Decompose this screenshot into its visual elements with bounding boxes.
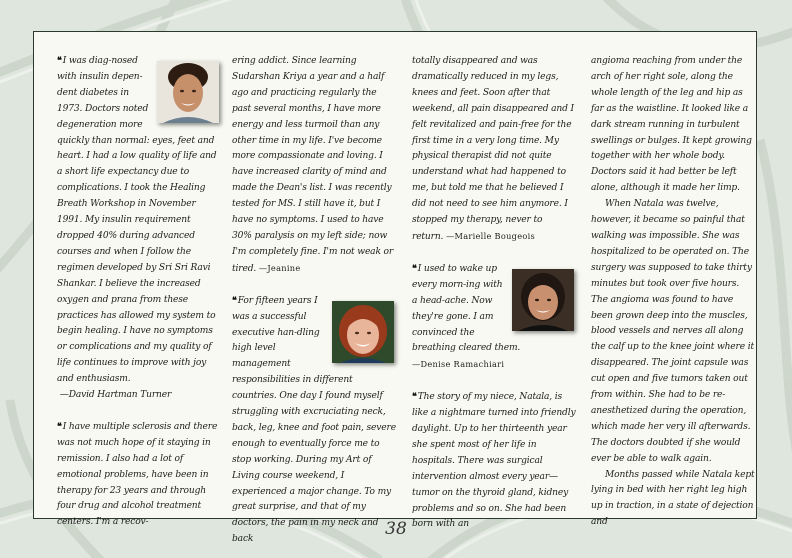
- portrait-david: [157, 61, 219, 123]
- signature-marielle: —Marielle Bougeois: [446, 230, 536, 241]
- signature-denise: —Denise Ramachiari: [412, 359, 505, 370]
- testimonial-jeanine-text-a: I have multiple sclerosis and there was not much hope of it staying in remission. I also had a lot of emotional problems, have been in therapy for 23 years and through four drug and alcohol treatment centers. I'm a recov-: [57, 421, 218, 528]
- testimonial-marielle-cont: [412, 54, 576, 246]
- quote-mark: ❝: [57, 421, 62, 432]
- signature-david: —David Hartman Turner: [59, 390, 172, 401]
- testimonial-marielle-text-a: For fifteen years I was a successful executive han-dling high level management responsibilities in different countries. One day I found myself struggling with excruciating neck, back, leg, knee and foot pain, severe enough to eventually force me to stop working. During my Art of Living course weekend, I experienced a major change. To my great surprise, and that of my doctors, the pain in my neck and back: [232, 295, 396, 545]
- testimonial-denise-text: I used to wake up every morn-ing with a head-ache. Now they're gone. I am convinced the breathing cleared them.: [412, 263, 521, 354]
- page-number: 38: [385, 519, 407, 539]
- quote-mark: ❝: [57, 56, 62, 66]
- testimonial-natala: [412, 390, 576, 533]
- testimonial-natala-text-a: The story of my niece, Natala, is like a nightmare turned into friendly daylight. Up to her thirteenth year she spent most of her life in hospitals. There was surgical intervention almost every year—tumor on the thyroid gland, kidney problems and so on. She had been born with an: [412, 392, 576, 530]
- testimonial-david-text: I was diag-nosed with insulin depen-dent diabetes in 1973. Doctors noted degeneration more quickly than normal: eyes, feet and heart. I had a low quality of life and a short life expectancy due to complications. I took the Healing Breath Workshop in November 1991. My insulin requirement dropped 40% during advanced courses and when I follow the regimen developed by Sri Sri Ravi Shankar. I believe the increased oxygen and prana from these practices has allowed my system to begin healing. I have no symptoms or complications and my quality of life continues to improve with joy and enthusiasm.: [57, 56, 217, 385]
- testimonial-natala-cont: angioma reaching from under the arch of her right sole, along the whole length of the leg and hip as far as the waistline. It looked like a dark stream running in turbulent swellings or bulges. It kept growing together with her whole body. Doctors said it had better be left alone, although it made her limp.: [591, 56, 752, 194]
- portrait-woman-dark-hair-icon: [512, 269, 574, 331]
- quote-mark: ❝: [412, 263, 417, 274]
- column-3: [412, 54, 576, 533]
- testimonial-natala-para-2: When Natala was twelve, however, it became so painful that walking was impossible. She was hospitalized to be operated on. The surgery was supposed to take thirty minutes but took over five hours. The angioma was found to have been grown deep into the muscles, blood vessels and nerves all along the calf up to the knee joint where it disappeared. The joint capsule was cut open and five tumors taken out from within. She had to be re-anesthetized during the operation, which made her very ill afterwards. The doctors doubted if she would ever be able to walk again.: [591, 199, 754, 464]
- testimonial-jeanine: [57, 420, 221, 531]
- testimonial-jeanine-cont: [232, 54, 396, 278]
- testimonial-natala-para-3: Months passed while Natala kept lying in bed with her right leg high up in traction, in a state of dejection and: [591, 469, 755, 528]
- portrait-marielle: [332, 301, 394, 363]
- quote-mark: ❝: [412, 392, 417, 403]
- testimonial-jeanine-text-b: ering addict. Since learning Sudarshan Kriya a year and a half ago and practicing regularly the past several months, I have more energy and less turmoil than any other time in my life. I've become more compassionate and loving. I have increased clarity of mind and made the Dean's list. I was recently tested for MS. I still have it, but I have no symptoms. I used to have 30% paralysis on my left side; now I'm completely fine. I'm not weak or tired.: [232, 56, 394, 274]
- column-4: [591, 54, 755, 531]
- quote-mark: ❝: [232, 295, 237, 306]
- portrait-denise: [512, 269, 574, 331]
- column-2: [232, 54, 396, 548]
- portrait-woman-red-hair-icon: [332, 301, 394, 363]
- testimonial-marielle-text-b: totally disappeared and was dramatically reduced in my legs, knees and feet. Soon after that weekend, all pain disappeared and I felt revitalized and pain-free for the first time in a very long time. My physical therapist did not quite understand what had happened to me, but told me that he believed I did not need to see him anymore. I stopped my therapy, never to return.: [412, 56, 574, 242]
- signature-jeanine: —Jeanine: [258, 262, 301, 273]
- portrait-man-icon: [157, 61, 219, 123]
- column-1: [57, 54, 221, 531]
